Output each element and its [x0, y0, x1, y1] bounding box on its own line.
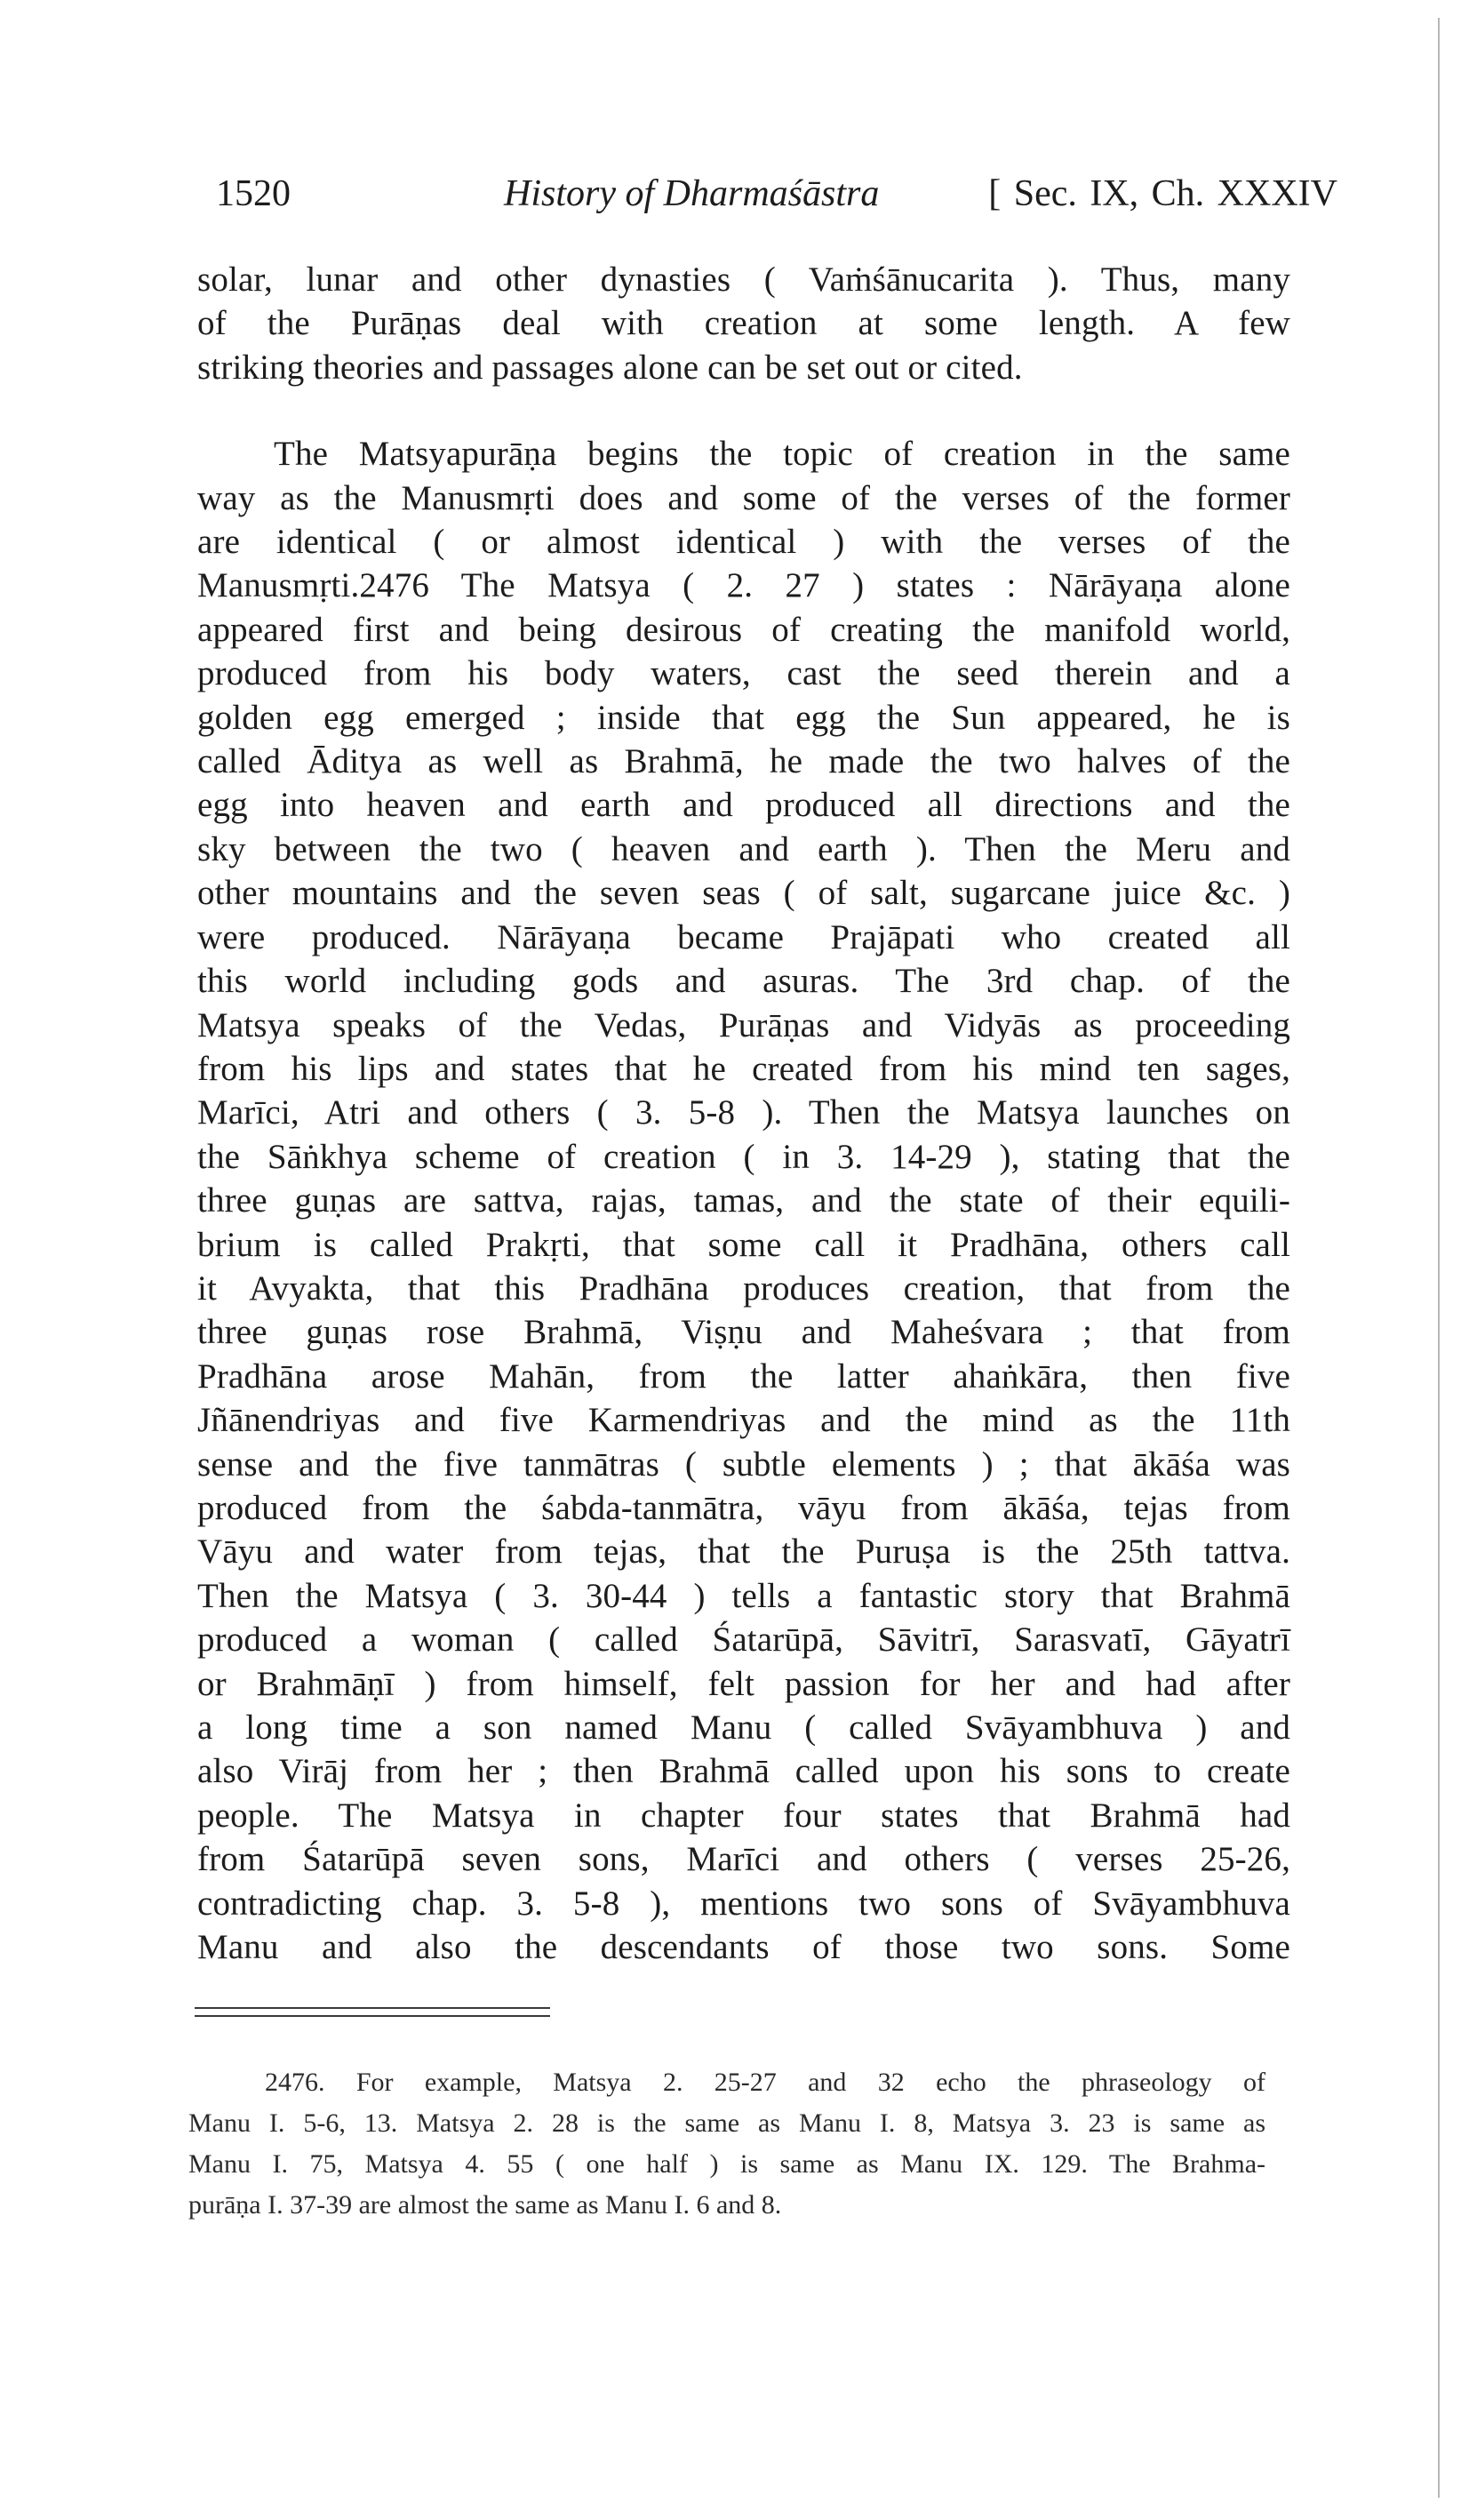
footnote-line: 2476. For example, Matsya 2. 25-27 and 32 echo the phraseology of — [265, 2068, 1265, 2097]
text-line: it Avyakta, that this Pradhāna produces creation, that from the — [197, 1268, 1290, 1308]
text-line: way as the Manusmṛti does and some of the verses of the former — [197, 478, 1290, 517]
text-line: Manusmṛti.2476 The Matsya ( 2. 27 ) states : Nārāyaṇa alone — [197, 566, 1290, 605]
paragraph-2 — [197, 432, 1290, 1969]
running-title: History of Dharmaśāstra — [504, 173, 880, 214]
text-line: brium is called Prakṛti, that some call it Pradhāna, others call — [197, 1225, 1290, 1264]
text-line: Pradhāna arose Mahān, from the latter ahaṅkāra, then five — [197, 1356, 1290, 1396]
text-line: from his lips and states that he created from his mind ten sages, — [197, 1049, 1290, 1088]
text-line: sense and the five tanmātras ( subtle elements ) ; that ākāśa was — [197, 1444, 1290, 1484]
section-reference: [ Sec. IX, Ch. XXXIV — [988, 173, 1337, 214]
text-line: Matsya speaks of the Vedas, Purāṇas and Vidyās as proceeding — [197, 1005, 1290, 1044]
text-line: called Āditya as well as Brahmā, he made the two halves of the — [197, 742, 1290, 781]
text-line: the Sāṅkhya scheme of creation ( in 3. 14-29 ), stating that the — [197, 1137, 1290, 1176]
text-line: are identical ( or almost identical ) with the verses of the — [197, 523, 1290, 562]
text-line: golden egg emerged ; inside that egg the Sun appeared, he is — [197, 698, 1290, 737]
text-line: produced from the śabda-tanmātra, vāyu from ākāśa, tejas from — [197, 1488, 1290, 1527]
text-line: three guṇas rose Brahmā, Viṣṇu and Maheśvara ; that from — [197, 1313, 1290, 1352]
text-line: also Virāj from her ; then Brahmā called upon his sons to create — [197, 1752, 1290, 1791]
footnote-rule-top — [195, 2007, 550, 2009]
text-line: this world including gods and asuras. The 3rd chap. of the — [197, 962, 1290, 1001]
text-line: a long time a son named Manu ( called Svāyambhuva ) and — [197, 1708, 1290, 1747]
text-line: were produced. Nārāyaṇa became Prajāpati who created all — [197, 917, 1290, 956]
page-number: 1520 — [216, 173, 291, 214]
text-line: Manu and also the descendants of those two sons. Some — [197, 1928, 1290, 1967]
footnote-line: purāṇa I. 37-39 are almost the same as Manu I. 6 and 8. — [188, 2190, 782, 2220]
text-line: or Brahmāṇī ) from himself, felt passion for her and had after — [197, 1664, 1290, 1703]
body-text — [197, 258, 1290, 1969]
text-line: from Śatarūpā seven sons, Marīci and others ( verses 25-26, — [197, 1840, 1290, 1879]
text-line: of the Purāṇas deal with creation at some length. A few — [197, 304, 1290, 343]
text-line: Then the Matsya ( 3. 30-44 ) tells a fantastic story that Brahmā — [197, 1576, 1290, 1615]
text-line: produced from his body waters, cast the seed therein and a — [197, 654, 1290, 693]
text-line: appeared first and being desirous of creating the manifold world, — [197, 610, 1290, 649]
scan-edge-line — [1438, 18, 1440, 2498]
paragraph-1 — [197, 258, 1290, 389]
text-line: Jñānendriyas and five Karmendriyas and the mind as the 11th — [197, 1401, 1290, 1440]
text-line: Vāyu and water from tejas, that the Puruṣa is the 25th tattva. — [197, 1532, 1290, 1572]
footnote-line: Manu I. 5-6, 13. Matsya 2. 28 is the same as Manu I. 8, Matsya 3. 23 is same as — [188, 2108, 1265, 2138]
footnote-line: Manu I. 75, Matsya 4. 55 ( one half ) is same as Manu IX. 129. The Brahma- — [188, 2149, 1265, 2179]
text-line: Marīci, Atri and others ( 3. 5-8 ). Then the Matsya launches on — [197, 1093, 1290, 1132]
text-line: The Matsyapurāṇa begins the topic of creation in the same — [274, 435, 1290, 474]
text-line: three guṇas are sattva, rajas, tamas, and the state of their equili- — [197, 1181, 1290, 1220]
text-line: sky between the two ( heaven and earth ). Then the Meru and — [197, 829, 1290, 868]
text-line: contradicting chap. 3. 5-8 ), mentions two sons of Svāyambhuva — [197, 1884, 1290, 1923]
text-line: striking theories and passages alone can be set out or cited. — [197, 348, 1023, 387]
paragraph-spacer — [197, 389, 1290, 432]
text-line: egg into heaven and earth and produced all directions and the — [197, 786, 1290, 825]
text-line: other mountains and the seven seas ( of salt, sugarcane juice &c. ) — [197, 874, 1290, 913]
footnote-rule-bottom — [195, 2015, 550, 2017]
text-line: solar, lunar and other dynasties ( Vaṁśānucarita ). Thus, many — [197, 260, 1290, 299]
text-line: produced a woman ( called Śatarūpā, Sāvitrī, Sarasvatī, Gāyatrī — [197, 1620, 1290, 1660]
text-line: people. The Matsya in chapter four states that Brahmā had — [197, 1796, 1290, 1835]
footnotes — [188, 2062, 1265, 2226]
page-header — [216, 169, 1337, 222]
